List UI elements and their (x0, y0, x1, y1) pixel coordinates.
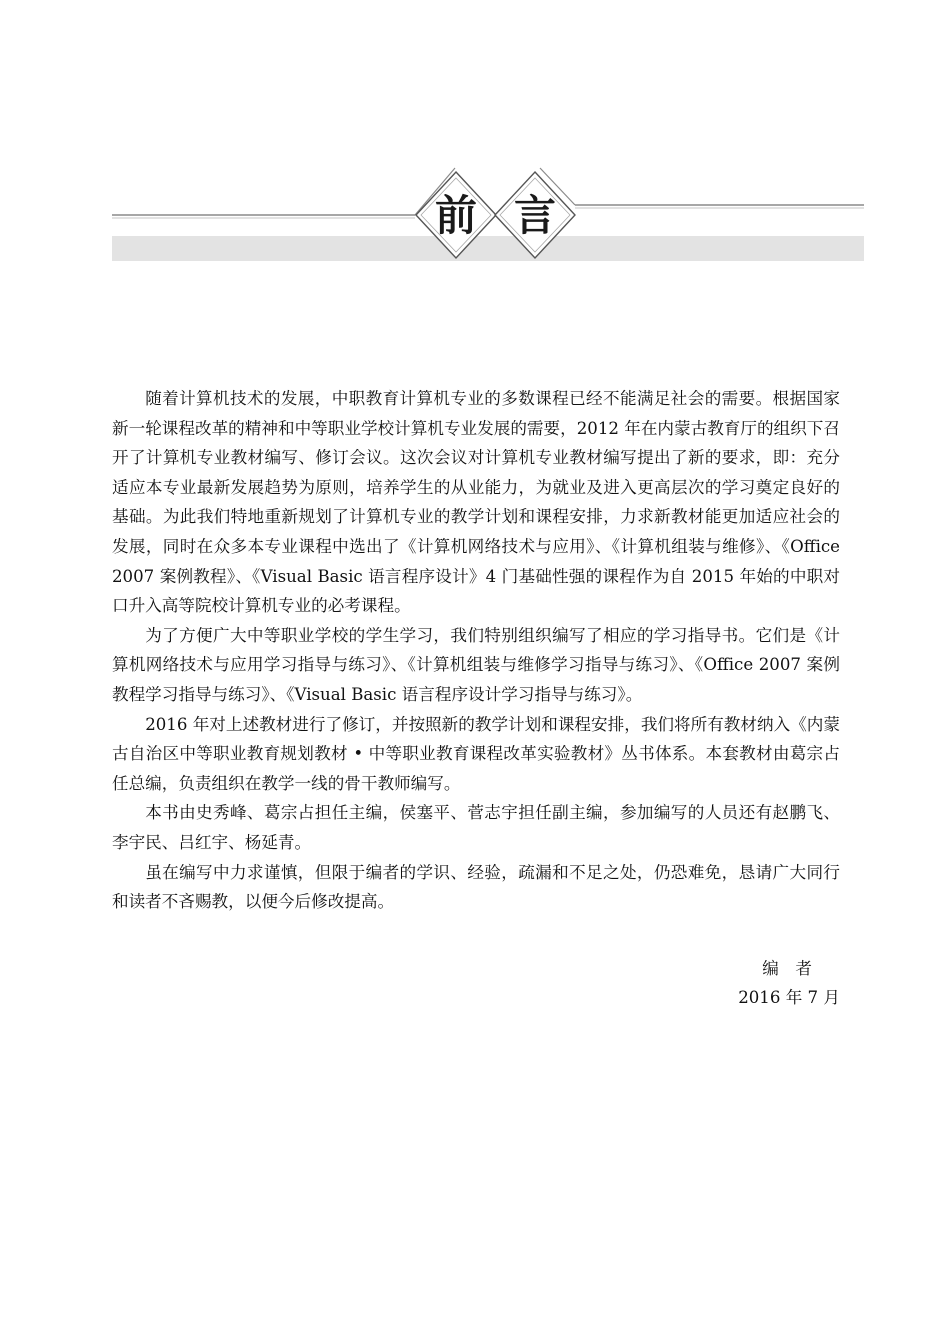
signature-author: 编 者 (762, 959, 812, 978)
paragraph-1: 随着计算机技术的发展，中职教育计算机专业的多数课程已经不能满足社会的需要。根据国家新一轮课程改革的精神和中等职业学校计算机专业发展的需要，2012 年在内蒙古教育厅的组织下召开了计算机专业教材编写、修订会议。这次会议对计算机专业教材编写提出了新的要求，即：充分适应本专业最新发展趋势为原则，培养学生的从业能力，为就业及进入更高层次的学习奠定良好的基础。为此我们特地重新规划了计算机专业的教学计划和课程安排，力求新教材能更加适应社会的发展，同时在众多本专业课程中选出了《计算机网络技术与应用》、《计算机组装与维修》、《Office 2007 案例教程》、《Visual Basic 语言程序设计》4 门基础性强的课程作为自 2015 年始的中职对口升入高等院校计算机专业的必考课程。 (112, 389, 840, 616)
paragraph-2: 为了方便广大中等职业学校的学生学习，我们特别组织编写了相应的学习指导书。它们是《计算机网络技术与应用学习指导与练习》、《计算机组装与维修学习指导与练习》、《Office 2007 案例教程学习指导与练习》、《Visual Basic 语言程序设计学习指导与练习》。 (112, 625, 840, 704)
signature-date: 2016 年 7 月 (738, 988, 840, 1007)
paragraph-3: 2016 年对上述教材进行了修订，并按照新的教学计划和课程安排，我们将所有教材纳入《内蒙古自治区中等职业教育规划教材 • 中等职业教育课程改革实验教材》丛书体系。本套教材由葛宗占任总编，负责组织在教学一线的骨干教师编写。 (112, 714, 840, 793)
page-title-char-2: 言 (513, 191, 556, 240)
title-ornament (0, 0, 950, 300)
paragraph-5: 虽在编写中力求谨慎，但限于编者的学识、经验，疏漏和不足之处，仍恐难免，恳请广大同行和读者不吝赐教，以便今后修改提高。 (112, 862, 840, 912)
title-band (112, 236, 864, 261)
paragraph-4: 本书由史秀峰、葛宗占担任主编，侯塞平、菅志宇担任副主编，参加编写的人员还有赵鹏飞、李宇民、吕红宇、杨延青。 (112, 803, 840, 852)
preface-body (112, 384, 840, 917)
page-title-char-1: 前 (434, 191, 477, 240)
